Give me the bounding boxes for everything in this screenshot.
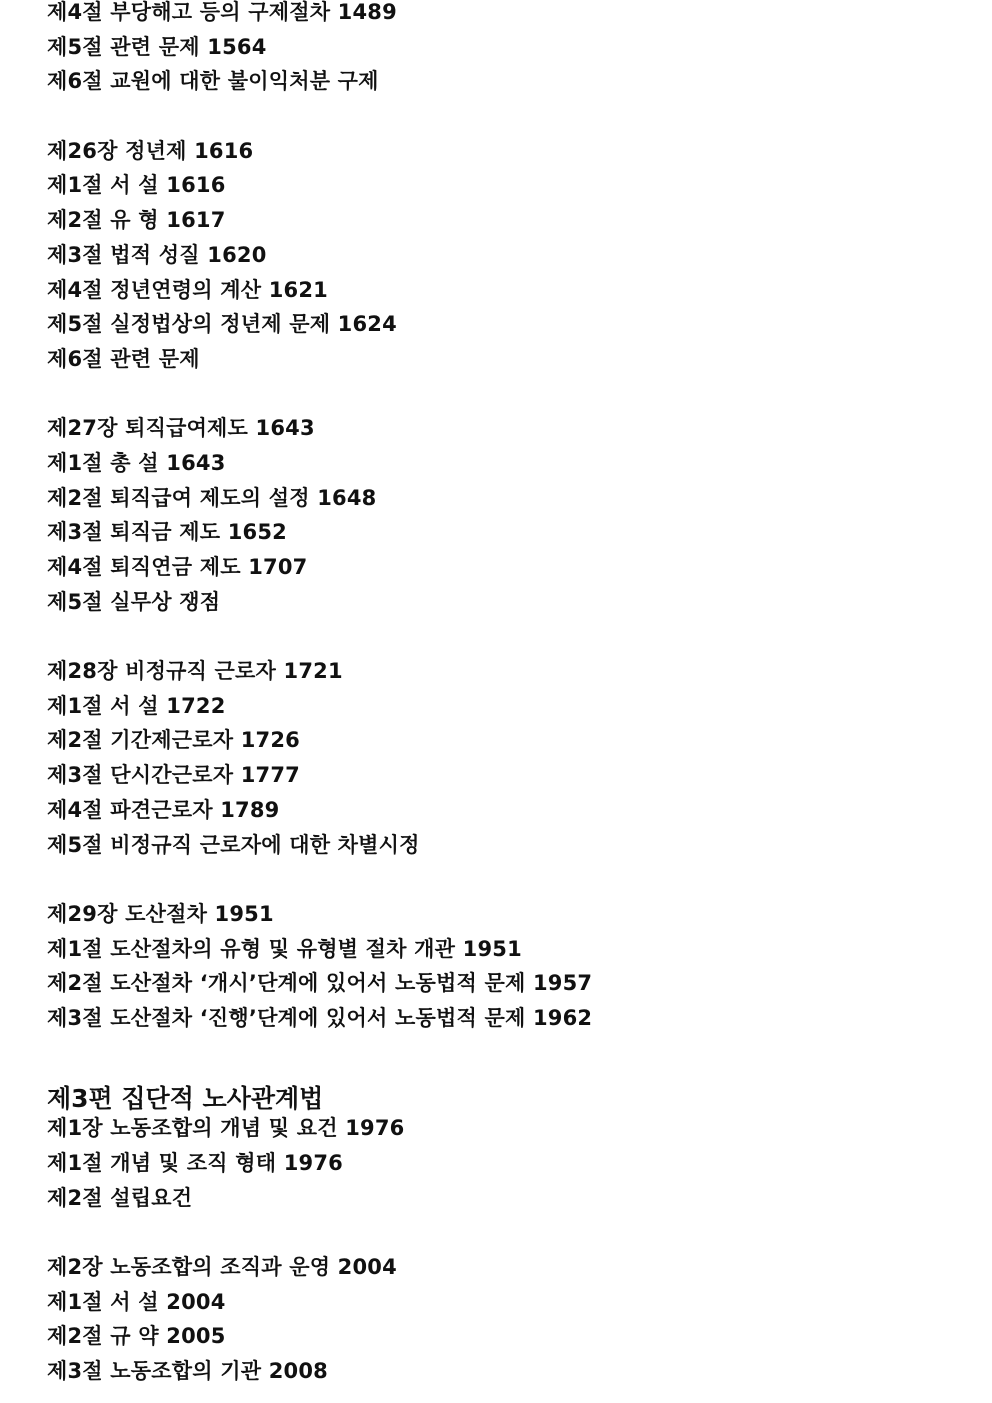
toc-group — [47, 139, 967, 382]
toc-entry: 제5절 실정법상의 정년제 문제 1624 — [47, 312, 397, 337]
toc-entry: 제2절 유 형 1617 — [47, 208, 226, 233]
toc-group — [47, 1255, 967, 1394]
spacer — [47, 1041, 967, 1076]
part-title: 제3편 집단적 노사관계법 — [47, 1084, 324, 1114]
toc-entry: 제6절 관련 문제 — [47, 346, 200, 371]
chapter-heading: 제2장 노동조합의 조직과 운영 2004 — [47, 1255, 397, 1280]
chapter-heading: 제26장 정년제 1616 — [47, 138, 254, 163]
toc-entry: 제3절 도산절차 ‘진행’단계에 있어서 노동법적 문제 1962 — [47, 1005, 593, 1030]
chapter-heading: 제27장 퇴직급여제도 1643 — [47, 416, 315, 441]
toc-entry: 제1절 도산절차의 유형 및 유형별 절차 개관 1951 — [47, 936, 522, 961]
toc-group — [47, 416, 967, 624]
toc-entry: 제4절 정년연령의 계산 1621 — [47, 277, 328, 302]
toc-group — [47, 1116, 967, 1220]
toc-entry: 제1절 총 설 1643 — [47, 450, 226, 475]
spacer — [47, 382, 967, 417]
toc-entry: 제2절 퇴직급여 제도의 설정 1648 — [47, 485, 377, 510]
toc-entry: 제5절 실무상 쟁점 — [47, 589, 221, 614]
toc-entry: 제1절 서 설 2004 — [47, 1289, 226, 1314]
toc-entry: 제2절 도산절차 ‘개시’단계에 있어서 노동법적 문제 1957 — [47, 971, 593, 996]
chapter-heading: 제29장 도산절차 1951 — [47, 901, 274, 926]
toc-entry: 제1절 서 설 1616 — [47, 173, 226, 198]
toc-page — [47, 0, 967, 1394]
toc-entry: 제3절 노동조합의 기관 2008 — [47, 1359, 328, 1384]
toc-entry: 제2절 규 약 2005 — [47, 1324, 226, 1349]
toc-group — [47, 0, 967, 104]
spacer — [47, 624, 967, 659]
chapter-heading: 제28장 비정규직 근로자 1721 — [47, 659, 343, 684]
toc-entry: 제3절 단시간근로자 1777 — [47, 763, 300, 788]
toc-group — [47, 659, 967, 867]
toc-entry: 제3절 법적 성질 1620 — [47, 242, 267, 267]
toc-entry: 제5절 비정규직 근로자에 대한 차별시정 — [47, 832, 420, 857]
toc-entry: 제1절 개념 및 조직 형태 1976 — [47, 1151, 343, 1175]
toc-entry: 제2절 기간제근로자 1726 — [47, 728, 300, 753]
spacer — [47, 1220, 967, 1255]
spacer — [47, 867, 967, 902]
toc-entry: 제1절 서 설 1722 — [47, 693, 226, 718]
toc-entry: 제3절 퇴직금 제도 1652 — [47, 520, 287, 545]
toc-entry: 제5절 관련 문제 1564 — [47, 34, 267, 59]
toc-entry: 제4절 부당해고 등의 구제절차 1489 — [47, 0, 397, 24]
toc-entry: 제4절 퇴직연금 제도 1707 — [47, 555, 308, 579]
toc-group — [47, 902, 967, 1041]
chapter-heading: 제1장 노동조합의 개념 및 요건 1976 — [47, 1116, 405, 1141]
toc-entry: 제6절 교원에 대한 불이익처분 구제 — [47, 69, 379, 94]
toc-entry: 제2절 설립요건 — [47, 1185, 193, 1210]
spacer — [47, 104, 967, 139]
toc-entry: 제4절 파견근로자 1789 — [47, 797, 280, 822]
